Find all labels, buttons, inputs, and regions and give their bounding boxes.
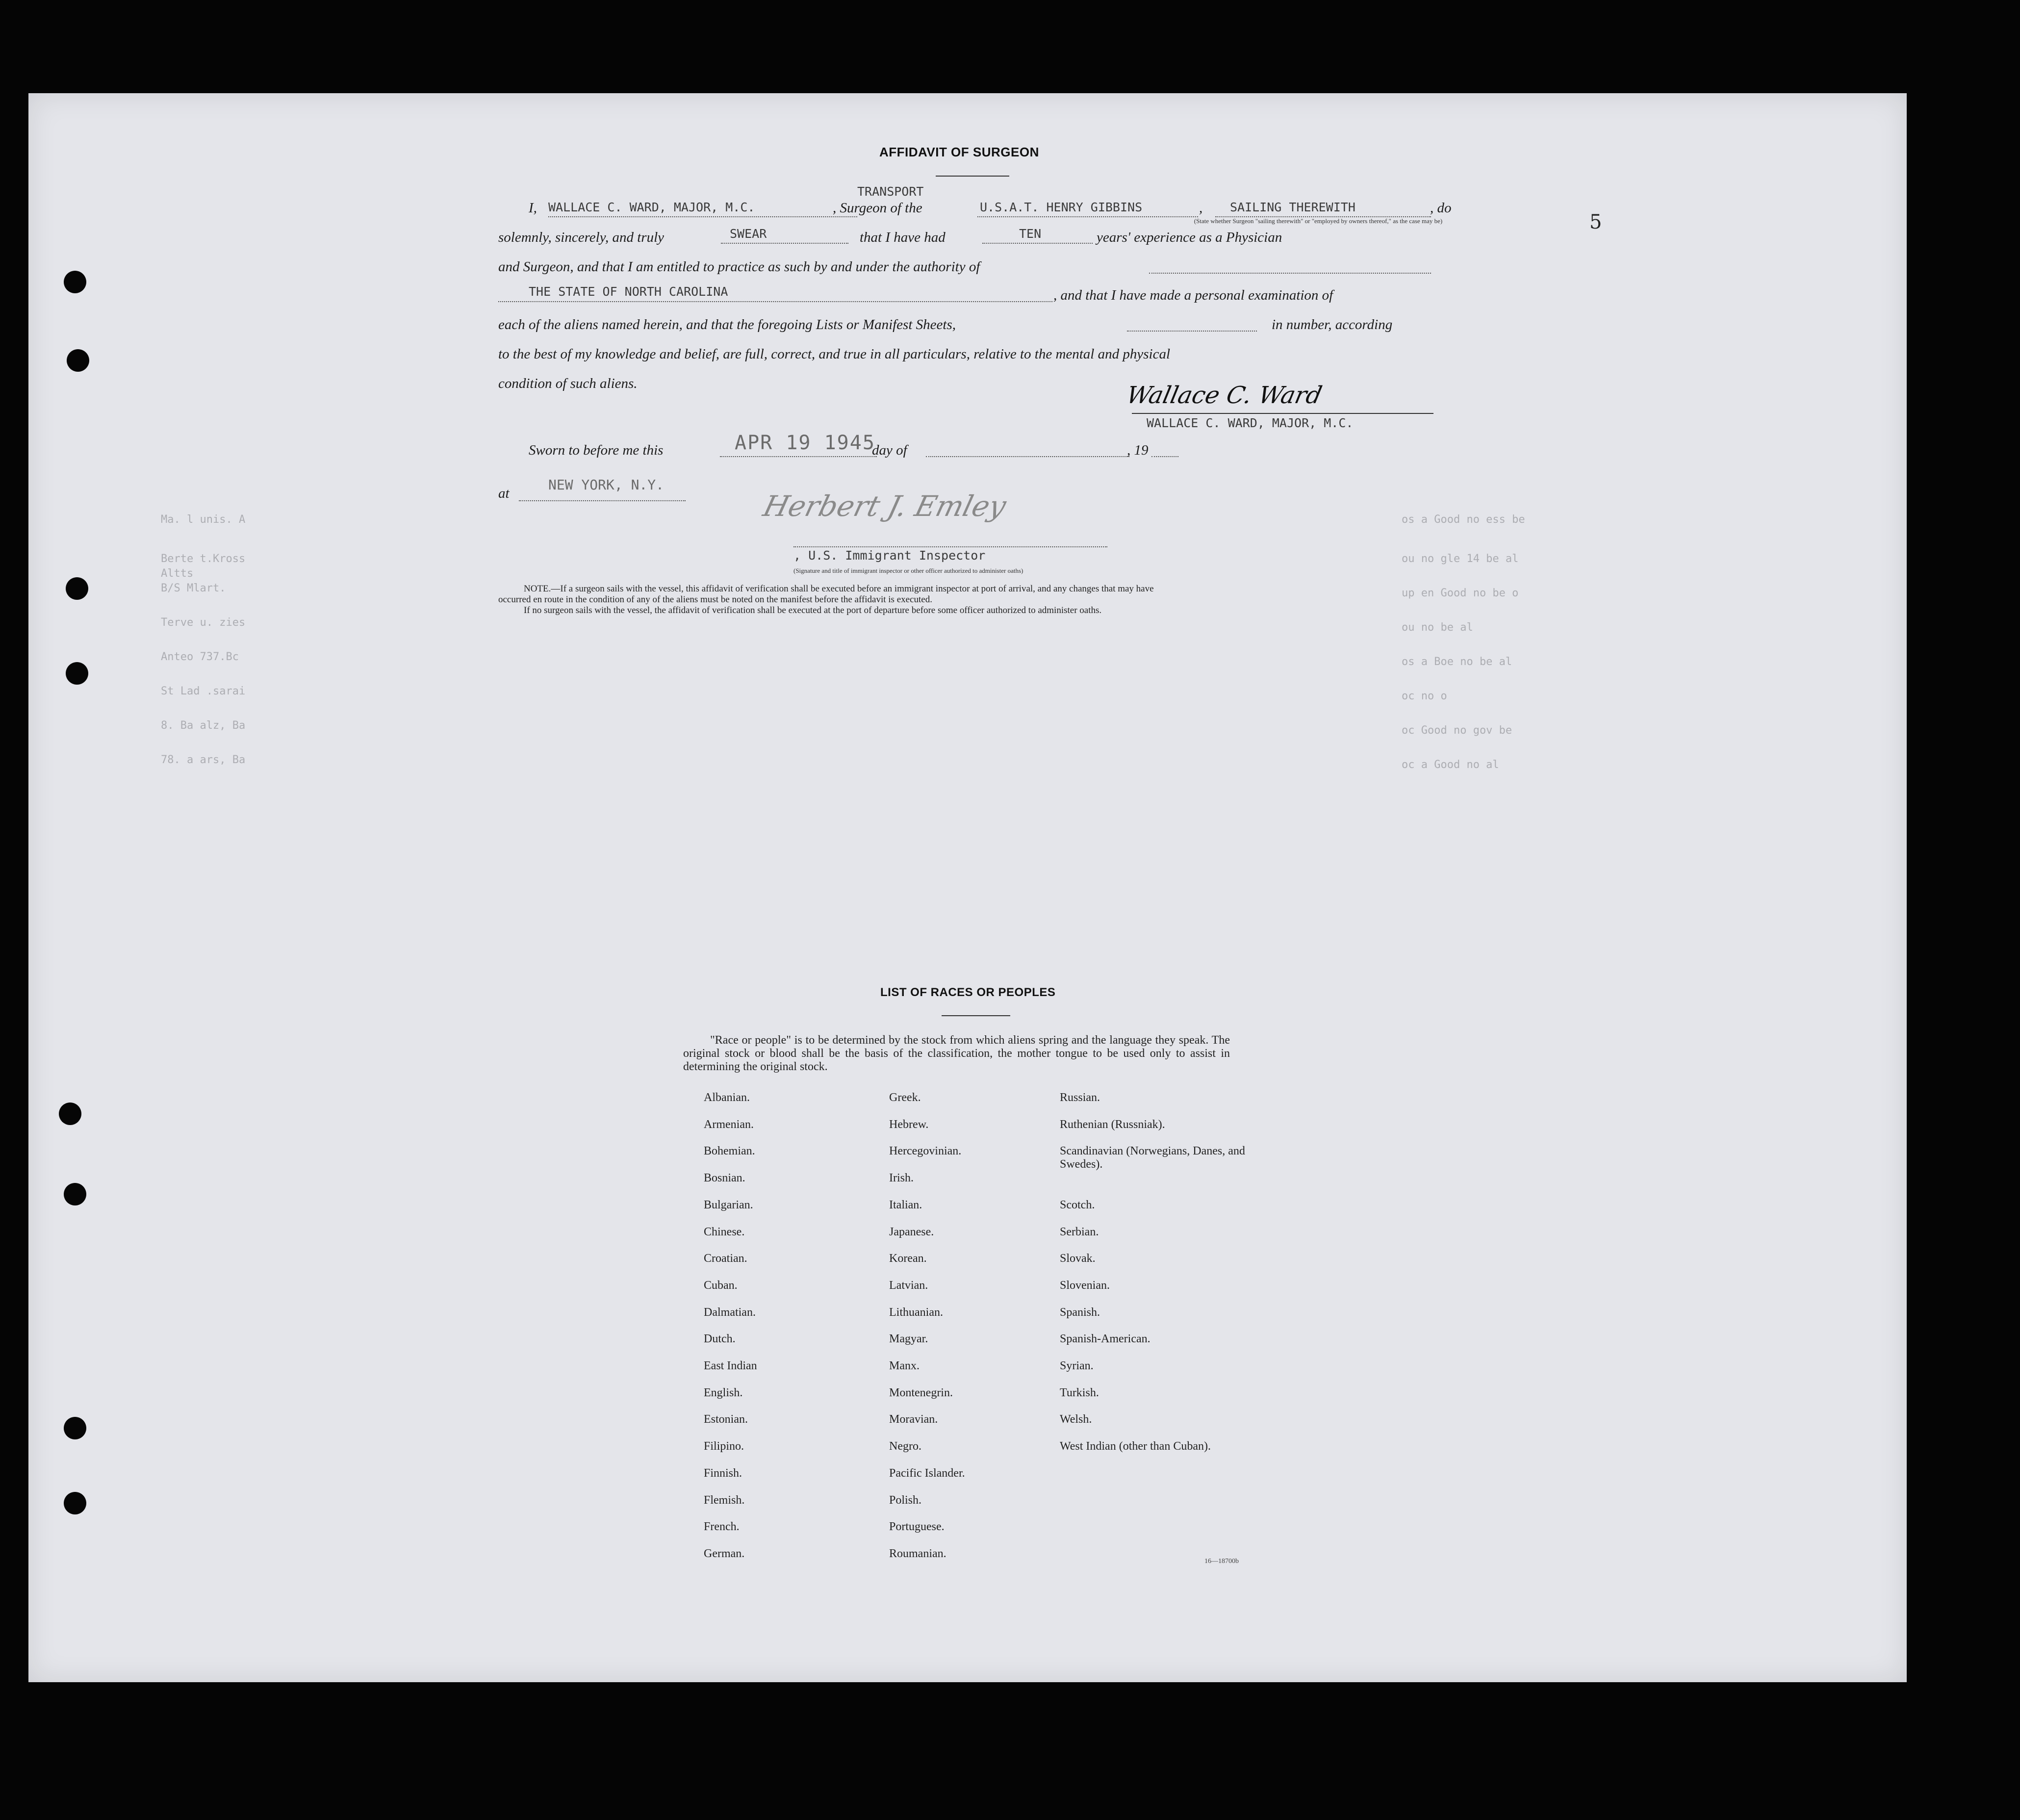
bleed-through-row: ou no gle 14 be al [1402, 553, 1519, 565]
race-item: Polish. [889, 1493, 922, 1507]
race-item: Italian. [889, 1198, 922, 1211]
bleed-through-row: B/S Mlart. [161, 582, 226, 594]
bleed-through-row: Altts [161, 567, 194, 580]
race-item: Montenegrin. [889, 1386, 953, 1399]
race-item: Korean. [889, 1252, 927, 1265]
race-item: Turkish. [1060, 1386, 1099, 1399]
race-item: Slovenian. [1060, 1279, 1110, 1292]
race-item: Filipino. [704, 1440, 744, 1453]
race-item: English. [704, 1386, 743, 1399]
fill-line [548, 216, 857, 217]
bleed-through-row: ou no be al [1402, 621, 1473, 634]
race-item: Estonian. [704, 1413, 748, 1426]
inspector-caption: (Signature and title of immigrant inspector or other officer authorized to administer oaths) [793, 567, 1023, 574]
line1-comma: , [1199, 200, 1203, 216]
sworn-start: Sworn to before me this [529, 442, 664, 458]
race-item: Pacific Islander. [889, 1466, 965, 1480]
race-item: Manx. [889, 1359, 920, 1372]
line2-start: solemnly, sincerely, and truly [498, 230, 665, 245]
line1-i: I, [529, 200, 537, 216]
race-item: Irish. [889, 1172, 914, 1185]
race-item: Portuguese. [889, 1520, 945, 1534]
race-item: Armenian. [704, 1118, 754, 1131]
race-item: Russian. [1060, 1091, 1100, 1104]
line1-surgeon-of: , Surgeon of the [833, 200, 922, 216]
fill-line [519, 500, 686, 501]
authority-field: THE STATE OF NORTH CAROLINA [529, 284, 728, 299]
race-item: East Indian [704, 1359, 757, 1372]
race-item: West Indian (other than Cuban). [1060, 1440, 1211, 1453]
line3-text: and Surgeon, and that I am entitled to practice as such by and under the authority of [498, 259, 980, 275]
race-item: French. [704, 1520, 740, 1534]
bleed-through-row: St Lad .sarai [161, 685, 246, 697]
line2-end: years' experience as a Physician [1097, 230, 1282, 245]
race-item: Bulgarian. [704, 1198, 753, 1211]
race-item: Roumanian. [889, 1547, 946, 1560]
race-item: Serbian. [1060, 1225, 1099, 1238]
form-number: 16—18700b [1204, 1558, 1239, 1565]
race-item: Magyar. [889, 1333, 928, 1346]
note-line3: If no surgeon sails with the vessel, the affidavit of verification shall be executed at the port of departure before some officer authorized to administer oaths. [524, 605, 1102, 615]
fill-line [977, 216, 1198, 217]
transport-label: TRANSPORT [857, 184, 924, 199]
race-item: Spanish. [1060, 1306, 1100, 1319]
race-item: Latvian. [889, 1279, 928, 1292]
page-number: 5 [1589, 211, 1602, 233]
fill-line [793, 546, 1107, 547]
fill-line [1149, 273, 1431, 274]
race-item: Hebrew. [889, 1118, 929, 1131]
bleed-through-row: os a Boe no be al [1402, 656, 1512, 668]
race-item: Welsh. [1060, 1413, 1092, 1426]
line7-text: condition of such aliens. [498, 376, 638, 391]
punch-hole [64, 1417, 86, 1439]
bleed-through-row: oc no o [1402, 690, 1447, 702]
fill-line [498, 301, 1052, 302]
at-label: at [498, 486, 510, 501]
race-item: Cuban. [704, 1279, 738, 1292]
bleed-through-row: oc Good no gov be [1402, 724, 1512, 737]
sworn-year-prefix: , 19 [1127, 442, 1149, 458]
punch-hole [66, 662, 88, 685]
race-item: Finnish. [704, 1466, 742, 1480]
surgeon-signature: Wallace C. Ward [1124, 382, 1325, 409]
bleed-through-row: Ma. l unis. A [161, 513, 246, 526]
race-item: Dutch. [704, 1333, 736, 1346]
bleed-through-row: os a Good no ess be [1402, 513, 1525, 526]
inspector-title: , U.S. Immigrant Inspector [793, 548, 986, 563]
race-item: German. [704, 1547, 745, 1560]
vessel-name-field: U.S.A.T. HENRY GIBBINS [980, 200, 1143, 214]
fill-line [926, 456, 1129, 457]
race-item: Scandinavian (Norwegians, Danes, and Swedes). [1060, 1145, 1245, 1171]
bleed-through-row: oc a Good no al [1402, 759, 1499, 771]
bleed-through-row: Berte t.Kross [161, 553, 246, 565]
fill-line [720, 456, 877, 457]
races-title-underline [942, 1015, 1010, 1016]
note-line2: occurred en route in the condition of any of the aliens must be noted on the manifest before the affidavit is executed. [498, 594, 932, 605]
punch-hole [59, 1102, 81, 1125]
race-item: Bohemian. [704, 1145, 755, 1158]
inspector-signature: Herbert J. Emley [760, 489, 1010, 523]
bleed-through-row: up en Good no be o [1402, 587, 1519, 599]
surgeon-typed-name: WALLACE C. WARD, MAJOR, M.C. [1147, 416, 1354, 430]
race-item: Moravian. [889, 1413, 938, 1426]
line2-middle: that I have had [860, 230, 946, 245]
punch-hole [66, 577, 88, 600]
affidavit-title: AFFIDAVIT OF SURGEON [879, 145, 1039, 159]
sailing-status-field: SAILING THEREWITH [1230, 200, 1355, 214]
punch-hole [64, 1492, 86, 1514]
line5-start: each of the aliens named herein, and that the foregoing Lists or Manifest Sheets, [498, 317, 956, 333]
bleed-through-row: 8. Ba alz, Ba [161, 719, 246, 732]
bleed-through-row: 78. a ars, Ba [161, 754, 246, 766]
fill-line [721, 243, 848, 244]
race-item: Negro. [889, 1440, 921, 1453]
race-item: Japanese. [889, 1225, 934, 1238]
race-item: Slovak. [1060, 1252, 1096, 1265]
race-item: Flemish. [704, 1493, 745, 1507]
race-item: Chinese. [704, 1225, 745, 1238]
surgeon-name-field: WALLACE C. WARD, MAJOR, M.C. [548, 200, 755, 214]
oath-field: SWEAR [730, 227, 767, 241]
race-item: Lithuanian. [889, 1306, 943, 1319]
date-stamp: APR 19 1945 [735, 432, 875, 454]
fill-line [1151, 456, 1178, 457]
line5-end: in number, according [1272, 317, 1393, 333]
years-field: TEN [1019, 227, 1042, 241]
race-item: Scotch. [1060, 1198, 1095, 1211]
bleed-through-row: Terve u. zies [161, 616, 246, 629]
race-item: Croatian. [704, 1252, 747, 1265]
sailing-status-caption: (State whether Surgeon "sailing therewith" or "employed by owners thereof," as the case may be) [1194, 217, 1443, 225]
note-line1: NOTE.—If a surgeon sails with the vessel, this affidavit of verification shall be executed before an immigrant inspector at port of arrival, and any changes that may have [524, 584, 1154, 594]
races-intro: "Race or people" is to be determined by the stock from which aliens spring and the language they speak. The original stock or blood shall be the basis of the classification, the mother tongue to be used only to assist in determining the original stock. [683, 1034, 1230, 1073]
race-item: Greek. [889, 1091, 921, 1104]
punch-hole [67, 349, 89, 372]
document-page [28, 93, 1907, 1682]
line6-text: to the best of my knowledge and belief, are full, correct, and true in all particulars, relative to the mental and physical [498, 346, 1171, 362]
line4-end: , and that I have made a personal examination of [1053, 287, 1333, 303]
race-item: Hercegovinian. [889, 1145, 962, 1158]
race-item: Spanish-American. [1060, 1333, 1151, 1346]
bleed-through-row: Anteo 737.Bc [161, 651, 239, 663]
title-underline [936, 176, 1009, 177]
fill-line [1127, 331, 1257, 332]
line1-do: , do [1430, 200, 1452, 216]
signature-line [1132, 413, 1433, 414]
race-item: Syrian. [1060, 1359, 1094, 1372]
place-field: NEW YORK, N.Y. [548, 477, 665, 493]
race-item: Dalmatian. [704, 1306, 756, 1319]
punch-hole [64, 271, 86, 293]
race-item: Ruthenian (Russniak). [1060, 1118, 1165, 1131]
sworn-day-of: day of [872, 442, 907, 458]
punch-hole [64, 1183, 86, 1205]
race-item: Bosnian. [704, 1172, 745, 1185]
races-title: LIST OF RACES OR PEOPLES [880, 986, 1056, 999]
fill-line [982, 243, 1093, 244]
race-item: Albanian. [704, 1091, 750, 1104]
